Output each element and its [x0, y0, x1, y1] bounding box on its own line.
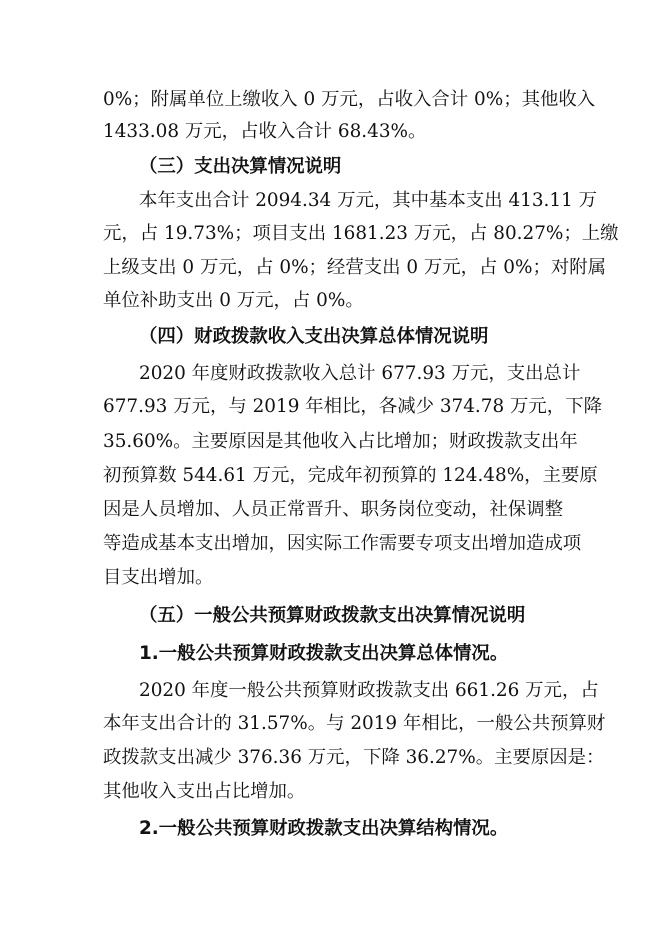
fiscal-line-6: 等造成基本支出增加，因实际工作需要专项支出增加造成项 — [103, 533, 582, 554]
fiscal-line-3: 35.60%。主要原因是其他收入占比增加；财政拨款支出年 — [103, 431, 578, 452]
general-line-3: 政拨款支出减少 376.36 万元，下降 36.27%。主要原因是： — [103, 747, 605, 768]
expense-line-4: 单位补助支出 0 万元，占 0%。 — [103, 290, 364, 311]
section-heading-general-budget: （五）一般公共预算财政拨款支出决算情况说明 — [139, 605, 526, 626]
subheading-general-structure: 2.一般公共预算财政拨款支出决算结构情况。 — [139, 818, 509, 839]
fiscal-line-1: 2020 年度财政拨款收入总计 677.93 万元，支出总计 — [139, 363, 581, 384]
general-line-2: 本年支出合计的 31.57%。与 2019 年相比，一般公共预算财 — [103, 713, 606, 734]
expense-line-1: 本年支出合计 2094.34 万元，其中基本支出 413.11 万 — [139, 190, 598, 211]
fiscal-line-4: 初预算数 544.61 万元，完成年初预算的 124.48%，主要原 — [103, 465, 598, 486]
section-heading-expense: （三）支出决算情况说明 — [139, 156, 342, 177]
general-line-4: 其他收入支出占比增加。 — [103, 781, 306, 802]
fiscal-line-5: 因是人员增加、人员正常晋升、职务岗位变动，社保调整 — [103, 499, 563, 520]
expense-line-3: 上级支出 0 万元，占 0%；经营支出 0 万元，占 0%；对附属 — [103, 257, 607, 278]
income-line-1: 0%；附属单位上缴收入 0 万元，占收入合计 0%；其他收入 — [103, 89, 596, 110]
fiscal-line-7: 目支出增加。 — [103, 567, 214, 588]
section-heading-fiscal: （四）财政拨款收入支出决算总体情况说明 — [139, 326, 489, 347]
income-line-2: 1433.08 万元，占收入合计 68.43%。 — [103, 121, 427, 142]
expense-line-2: 元，占 19.73%；项目支出 1681.23 万元，占 80.27%；上缴 — [103, 223, 619, 244]
general-line-1: 2020 年度一般公共预算财政拨款支出 661.26 万元，占 — [139, 680, 599, 701]
subheading-general-overall: 1.一般公共预算财政拨款支出决算总体情况。 — [139, 643, 509, 664]
fiscal-line-2: 677.93 万元，与 2019 年相比，各减少 374.78 万元，下降 — [103, 396, 602, 417]
